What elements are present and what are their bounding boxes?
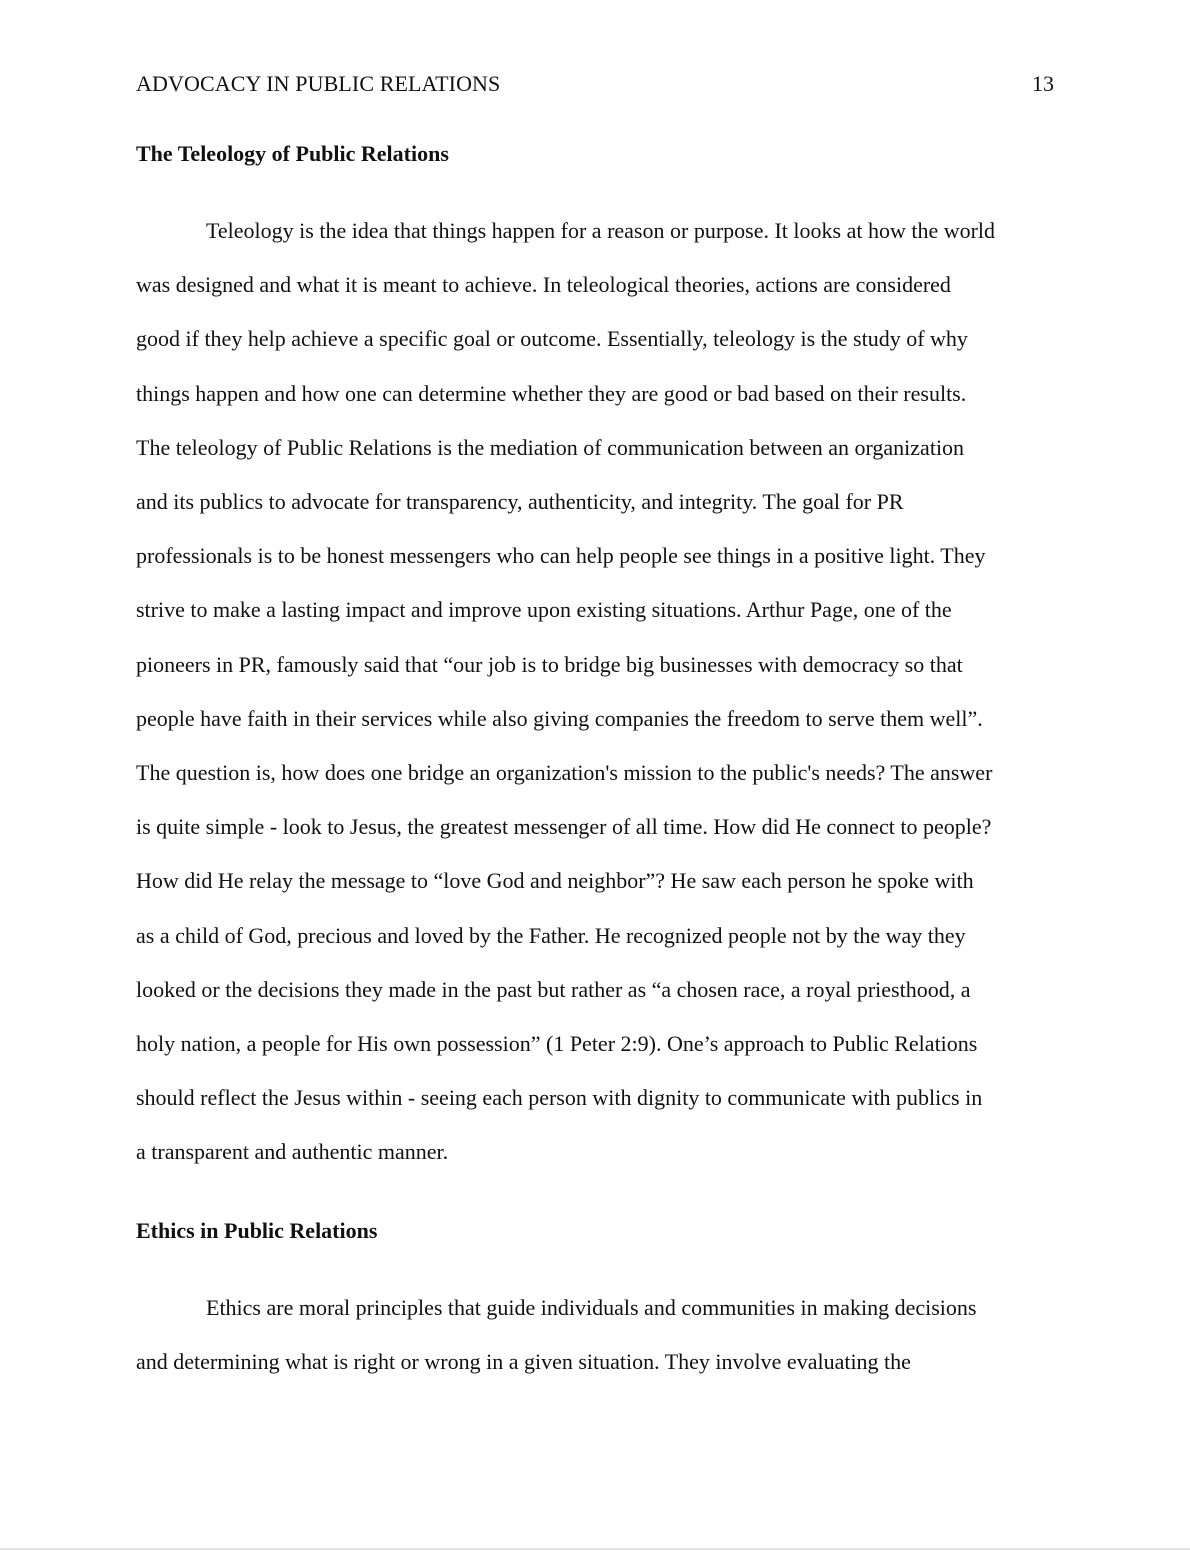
paragraph-line: The question is, how does one bridge an organization's mission to the public's needs? The answer [136,760,993,786]
paragraph-line: a transparent and authentic manner. [136,1139,449,1165]
paragraph-ethics [136,1281,1054,1389]
paragraph-line: as a child of God, precious and loved by the Father. He recognized people not by the way they [136,922,966,948]
paragraph-line: How did He relay the message to “love God and neighbor”? He saw each person he spoke with [136,868,974,894]
paragraph-line: professionals is to be honest messengers who can help people see things in a positive light. They [136,543,986,569]
paragraph-line: looked or the decisions they made in the past but rather as “a chosen race, a royal priesthood, a [136,976,971,1002]
paragraph-line: The teleology of Public Relations is the mediation of communication between an organization [136,434,965,460]
paragraph-line: strive to make a lasting impact and improve upon existing situations. Arthur Page, one of the [136,597,952,623]
paragraph-line: Teleology is the idea that things happen for a reason or purpose. It looks at how the world [206,218,996,243]
paragraph-teleology [136,204,1054,1180]
paragraph-line: pioneers in PR, famously said that “our job is to bridge big businesses with democracy so that [136,651,963,677]
page-number: 13 [1032,71,1054,96]
paragraph-line: should reflect the Jesus within - seeing each person with dignity to communicate with publics in [136,1085,983,1111]
paragraph-line: is quite simple - look to Jesus, the greatest messenger of all time. How did He connect to people? [136,814,992,840]
paragraph-line: Ethics are moral principles that guide individuals and communities in making decisions [206,1295,977,1320]
section-heading-teleology: The Teleology of Public Relations [136,141,449,166]
paragraph-line: things happen and how one can determine whether they are good or bad based on their results. [136,380,967,406]
section-heading-ethics: Ethics in Public Relations [136,1218,378,1243]
paragraph-line: good if they help achieve a specific goal or outcome. Essentially, teleology is the study of why [136,326,968,352]
paragraph-line: and its publics to advocate for transparency, authenticity, and integrity. The goal for PR [136,489,904,515]
paragraph-line: and determining what is right or wrong in a given situation. They involve evaluating the [136,1349,911,1375]
paragraph-line: people have faith in their services while also giving companies the freedom to serve them well”. [136,705,983,731]
running-head: ADVOCACY IN PUBLIC RELATIONS [136,71,501,96]
paragraph-line: was designed and what it is meant to achieve. In teleological theories, actions are considered [136,272,951,298]
paragraph-line: holy nation, a people for His own possession” (1 Peter 2:9). One’s approach to Public Relations [136,1031,978,1057]
